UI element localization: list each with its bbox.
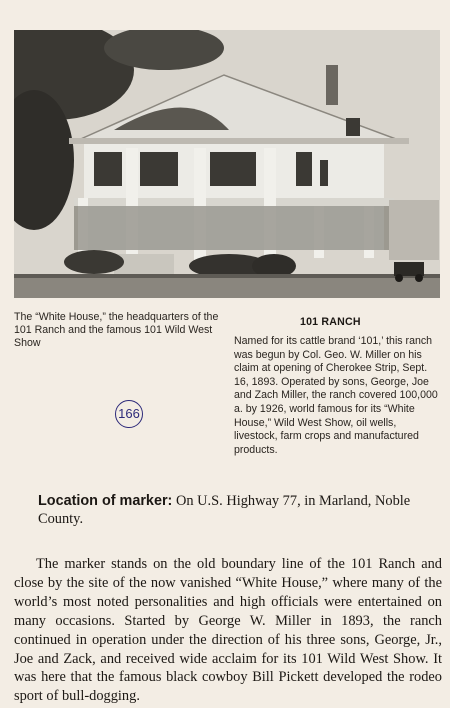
photo-caption: The “White House,” the headquarters of the 101 Ranch and the famous 101 Wild West Show <box>14 311 219 349</box>
marker-location <box>38 492 443 528</box>
location-text: On U.S. Highway 77, in Marland, Noble County. <box>38 493 411 527</box>
location-label: Location of marker: <box>38 493 173 509</box>
marker-number-badge: 166 <box>115 400 143 428</box>
marker-title: 101 RANCH <box>300 316 361 328</box>
white-house-photo <box>14 30 440 298</box>
marker-inscription: Named for its cattle brand ‘101,’ this ranch was begun by Col. Geo. W. Miller on his claim at opening of Cherokee Strip, Sept. 16, 1893. Operated by sons, George, Joe and Zach Miller, the ranch covered 100,000 a. by 1926, world famous for its “White House,” Wild West Show, oil wells, livestock, farm crops and manufactured products. <box>234 335 438 456</box>
body-paragraph: The marker stands on the old boundary line of the 101 Ranch and close by the site of the now vanished “White House,” where many of the world’s most noted personalities and high officials were entertained on many occasions. Started by George W. Miller in 1893, the ranch continued in operation under the direction of his three sons, George, Jr., Joe and Zack, and received wide acclaim for its 101 Wild West Show. It was here that the famous black cowboy Bill Pickett developed the rodeo sport of bull-dogging. <box>14 556 442 705</box>
